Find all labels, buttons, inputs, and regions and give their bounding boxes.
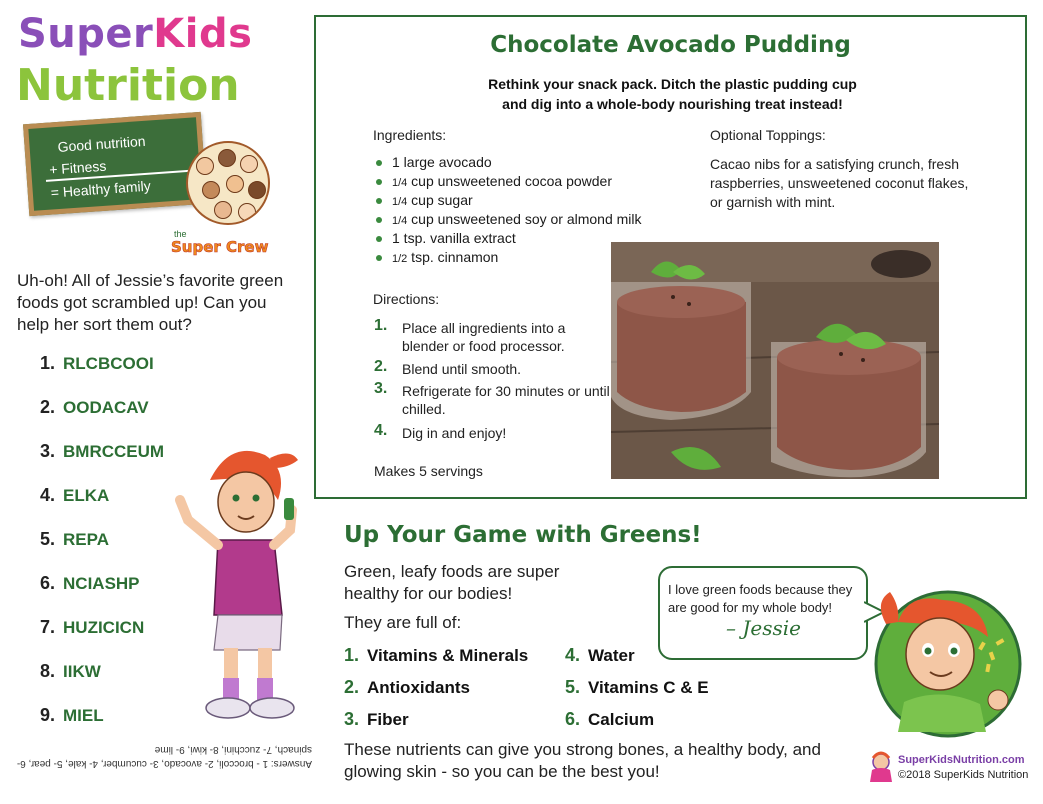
jessie-standing-illustration — [170, 440, 330, 730]
jessie-portrait-illustration — [868, 582, 1028, 742]
recipe-title: Chocolate Avocado Pudding — [490, 32, 851, 58]
greens-closing: These nutrients can give you strong bones, a healthy body, and glowing skin - so you can be the best you! — [344, 740, 821, 781]
scramble-word: OODACAV — [63, 398, 149, 417]
direction-text: Place all ingredients into a blender or food processor. — [402, 320, 566, 354]
ingredient-qty: 1 — [392, 154, 400, 170]
toppings-text: Cacao nibs for a satisfying crunch, fresh raspberries, unsweetened coconut flakes, or garnish with mint. — [710, 156, 969, 210]
nutrient-label: Calcium — [588, 710, 655, 729]
direction-number: 3. — [374, 380, 388, 397]
super-crew-logo — [168, 226, 288, 256]
scramble-word: HUZICICN — [63, 618, 145, 637]
toppings-heading: Optional Toppings: — [710, 127, 826, 143]
ingredient-qty: 1 — [392, 230, 400, 246]
logo-super-text: Super — [18, 11, 154, 57]
nutrient-item — [565, 645, 635, 666]
scramble-word: IIKW — [63, 662, 101, 681]
ingredient-text: cup unsweetened soy or almond milk — [407, 211, 642, 227]
puzzle-intro: Uh-oh! All of Jessie’s favorite green foods got scrambled up! Can you help her sort them out? — [17, 271, 284, 334]
nutrient-number: 1. — [344, 645, 360, 665]
logo-kids-text: Kids — [153, 11, 253, 57]
greens-intro: Green, leafy foods are super healthy for our bodies! — [344, 562, 560, 603]
ingredients-heading: Ingredients: — [373, 127, 447, 143]
bubble-text: I love green foods because they are good for my whole body! — [668, 582, 853, 615]
scramble-number: 6. — [40, 573, 56, 593]
scramble-number: 7. — [40, 617, 56, 637]
scramble-number: 8. — [40, 661, 56, 681]
scramble-number: 1. — [40, 353, 56, 373]
chalkboard-line-3: = Healthy family — [50, 177, 152, 201]
scramble-number: 5. — [40, 529, 56, 549]
scramble-number: 4. — [40, 485, 56, 505]
chalkboard-sign — [23, 112, 207, 216]
crew-logo-the: the — [174, 229, 187, 239]
scramble-word: ELKA — [63, 486, 110, 505]
crew-logo-text: Super Crew — [171, 238, 269, 256]
nutrient-item — [565, 677, 709, 698]
scramble-item — [40, 617, 144, 641]
servings-text: Makes 5 servings — [374, 463, 483, 479]
direction-text: Refrigerate for 30 minutes or until chilled. — [402, 383, 610, 417]
nutrient-number: 3. — [344, 709, 360, 729]
ingredient-text: cup sugar — [407, 192, 473, 208]
greens-title: Up Your Game with Greens! — [344, 522, 702, 548]
ingredient-item — [376, 210, 676, 229]
nutrient-item — [344, 709, 409, 730]
nutrient-item — [565, 709, 654, 730]
scramble-number: 3. — [40, 441, 56, 461]
ingredient-item — [376, 191, 676, 210]
scramble-word: MIEL — [63, 706, 104, 725]
direction-text: Dig in and enjoy! — [402, 425, 507, 441]
direction-number: 2. — [374, 358, 388, 375]
nutrient-label: Fiber — [367, 710, 409, 729]
scramble-number: 9. — [40, 705, 56, 725]
nutrient-number: 6. — [565, 709, 581, 729]
ingredient-text: cup unsweetened cocoa powder — [407, 173, 612, 189]
scramble-word: RLCBCOOI — [63, 354, 154, 373]
scramble-word: NCIASHP — [63, 574, 140, 593]
super-crew-illustration — [186, 141, 270, 225]
nutrient-label: Water — [588, 646, 635, 665]
ingredient-qty: 1/4 — [392, 196, 408, 208]
scramble-item — [40, 485, 109, 509]
scramble-item — [40, 661, 101, 685]
greens-full-of: They are full of: — [344, 613, 462, 632]
ingredient-qty: 1/4 — [392, 215, 408, 227]
scramble-number: 2. — [40, 397, 56, 417]
chalkboard-line-1: Good nutrition — [57, 132, 146, 155]
recipe-subtitle — [436, 74, 909, 114]
scramble-item — [40, 441, 164, 465]
directions-heading: Directions: — [373, 291, 440, 307]
ingredient-qty: 1/2 — [392, 253, 408, 265]
logo-super-kids — [18, 10, 252, 58]
footer-website[interactable]: SuperKidsNutrition.com — [898, 754, 1025, 766]
recipe-subtitle-line-1: Rethink your snack pack. Ditch the plastic pudding cup — [488, 76, 857, 92]
nutrient-label: Vitamins C & E — [588, 678, 709, 697]
nutrient-label: Vitamins & Minerals — [367, 646, 529, 665]
jessie-speech-bubble — [658, 566, 868, 660]
direction-text: Blend until smooth. — [402, 361, 522, 377]
pudding-photo — [611, 242, 939, 479]
direction-number: 1. — [374, 317, 388, 334]
chalkboard-line-2: + Fitness — [48, 157, 107, 178]
ingredient-text: tsp. cinnamon — [407, 249, 499, 265]
scramble-item — [40, 353, 154, 377]
nutrient-number: 4. — [565, 645, 581, 665]
nutrient-label: Antioxidants — [367, 678, 470, 697]
footer-logo-icon — [866, 750, 896, 784]
scramble-item — [40, 529, 109, 553]
ingredient-item — [376, 153, 676, 172]
scramble-word: REPA — [63, 530, 109, 549]
scramble-item — [40, 705, 104, 729]
scramble-word: BMRCCEUM — [63, 442, 165, 461]
logo-nutrition-text: Nutrition — [16, 60, 240, 111]
recipe-card — [314, 15, 1027, 499]
footer-copyright: ©2018 SuperKids Nutrition — [898, 769, 1029, 781]
nutrient-item — [344, 677, 470, 698]
scramble-item — [40, 397, 149, 421]
ingredient-item — [376, 172, 676, 191]
ingredient-text: large avocado — [399, 154, 492, 170]
ingredient-text: tsp. vanilla extract — [399, 230, 516, 246]
nutrient-number: 2. — [344, 677, 360, 697]
recipe-subtitle-line-2: and dig into a whole-body nourishing treat instead! — [502, 96, 843, 112]
upside-down-answers: Answers: 1 - broccoli, 2- avocado, 3- cucumber, 4- kale, 5- pear, 6- spinach, 7- zucchini, 8- kiwi, 9- lime — [16, 744, 312, 769]
scramble-item — [40, 573, 140, 597]
nutrient-number: 5. — [565, 677, 581, 697]
nutrient-item — [344, 645, 528, 666]
ingredient-qty: 1/4 — [392, 177, 408, 189]
bubble-signature: – Jessie — [726, 616, 801, 640]
direction-number: 4. — [374, 422, 388, 439]
